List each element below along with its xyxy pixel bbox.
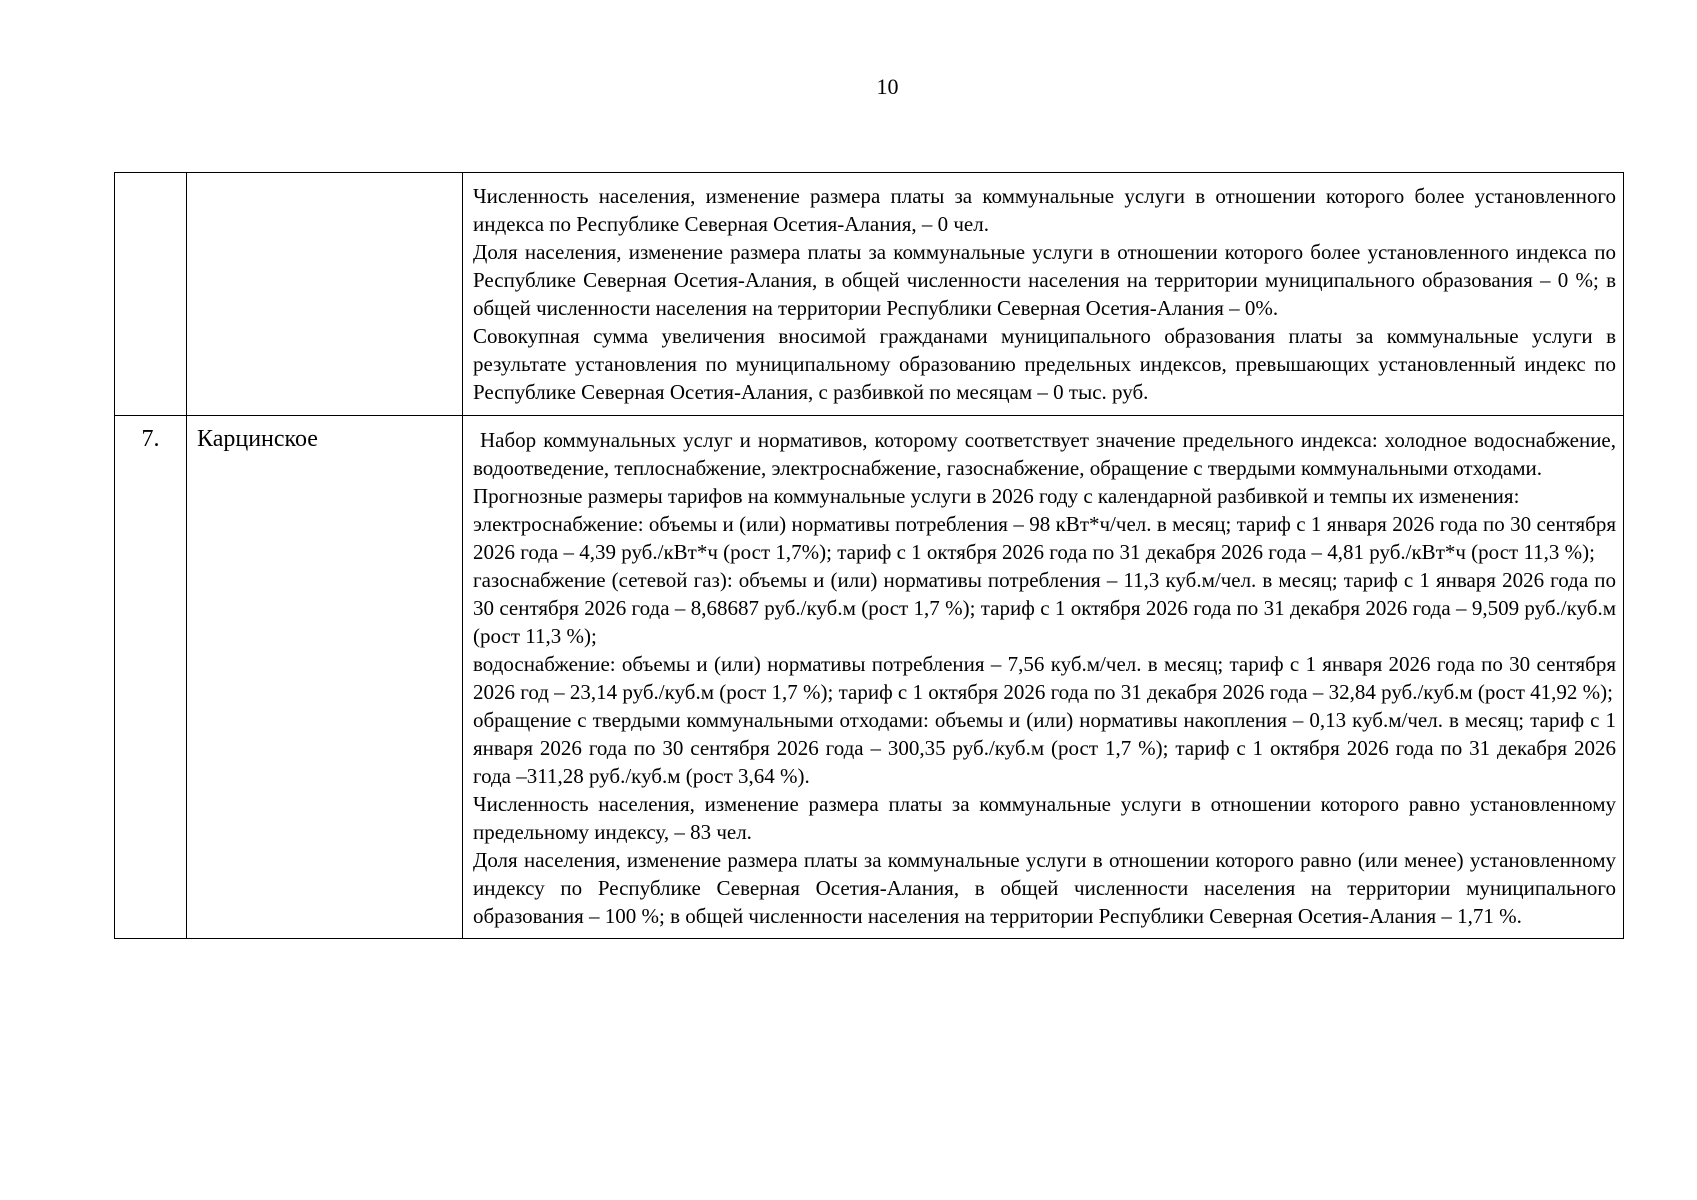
paragraph: водоснабжение: объемы и (или) нормативы потребления – 7,56 куб.м/чел. в месяц; тариф с 1 января 2026 года по 30 сентября 2026 год – 23,14 руб./куб.м (рост 1,7 %); тариф с 1 октября 2026 года по 31 декабря 2026 года – 32,84 руб./куб.м (рост 41,92 %); [473, 652, 1616, 704]
paragraph: Совокупная сумма увеличения вносимой гражданами муниципального образования платы за коммунальные услуги в результате установления по муниципальному образованию предельных индексов, превышающих установленный индекс по Республике Северная Осетия-Алания, с разбивкой по месяцам – 0 тыс. руб. [473, 324, 1616, 404]
municipality-name: Карцинское [187, 416, 463, 939]
paragraph: Набор коммунальных услуг и нормативов, которому соответствует значение предельного индекса: холодное водоснабжение, водоотведение, теплоснабжение, электроснабжение, газоснабжение, обращение с твердыми коммунальными отходами. [473, 428, 1622, 480]
row-number: 7. [115, 416, 187, 939]
paragraph: Доля населения, изменение размера платы за коммунальные услуги в отношении которого равно (или менее) установленному индексу по Республике Северная Осетия-Алания, в общей численности населения на территории муниципального образования – 100 %; в общей численности населения на территории Республики Северная Осетия-Алания – 1,71 %. [473, 848, 1616, 928]
indicator-text [463, 416, 1624, 939]
table-row [115, 173, 1624, 416]
municipality-name [187, 173, 463, 416]
row-number [115, 173, 187, 416]
paragraph: Численность населения, изменение размера платы за коммунальные услуги в отношении которого равно установленному предельному индексу, – 83 чел. [473, 792, 1616, 844]
paragraph: Доля населения, изменение размера платы за коммунальные услуги в отношении которого более установленного индекса по Республике Северная Осетия-Алания, в общей численности населения на территории муниципального образования – 0 %; в общей численности населения на территории Республики Северная Осетия-Алания – 0%. [473, 240, 1616, 320]
paragraph: Прогнозные размеры тарифов на коммунальные услуги в 2026 году с календарной разбивкой и темпы их изменения: [473, 484, 1520, 508]
paragraph: электроснабжение: объемы и (или) нормативы потребления – 98 кВт*ч/чел. в месяц; тариф с 1 января 2026 года по 30 сентября 2026 года – 4,39 руб./кВт*ч (рост 1,7%); тариф с 1 октября 2026 года по 31 декабря 2026 года – 4,81 руб./кВт*ч (рост 11,3 %); [473, 512, 1616, 564]
paragraph: Численность населения, изменение размера платы за коммунальные услуги в отношении которого более установленного индекса по Республике Северная Осетия-Алания, – 0 чел. [473, 184, 1616, 236]
indicator-text [463, 173, 1624, 416]
municipality-table [114, 172, 1624, 939]
table-row [115, 416, 1624, 939]
paragraph: газоснабжение (сетевой газ): объемы и (или) нормативы потребления – 11,3 куб.м/чел. в месяц; тариф с 1 января 2026 года по 30 сентября 2026 года – 8,68687 руб./куб.м (рост 1,7 %); тариф с 1 октября 2026 года по 31 декабря 2026 года – 9,509 руб./куб.м (рост 11,3 %); [473, 568, 1616, 648]
page-number: 10 [876, 74, 899, 99]
paragraph: обращение с твердыми коммунальными отходами: объемы и (или) нормативы накопления – 0,13 куб.м/чел. в месяц; тариф с 1 января 2026 года по 30 сентября 2026 года – 300,35 руб./куб.м (рост 1,7 %); тариф с 1 октября 2026 года по 31 декабря 2026 года –311,28 руб./куб.м (рост 3,64 %). [473, 708, 1616, 788]
